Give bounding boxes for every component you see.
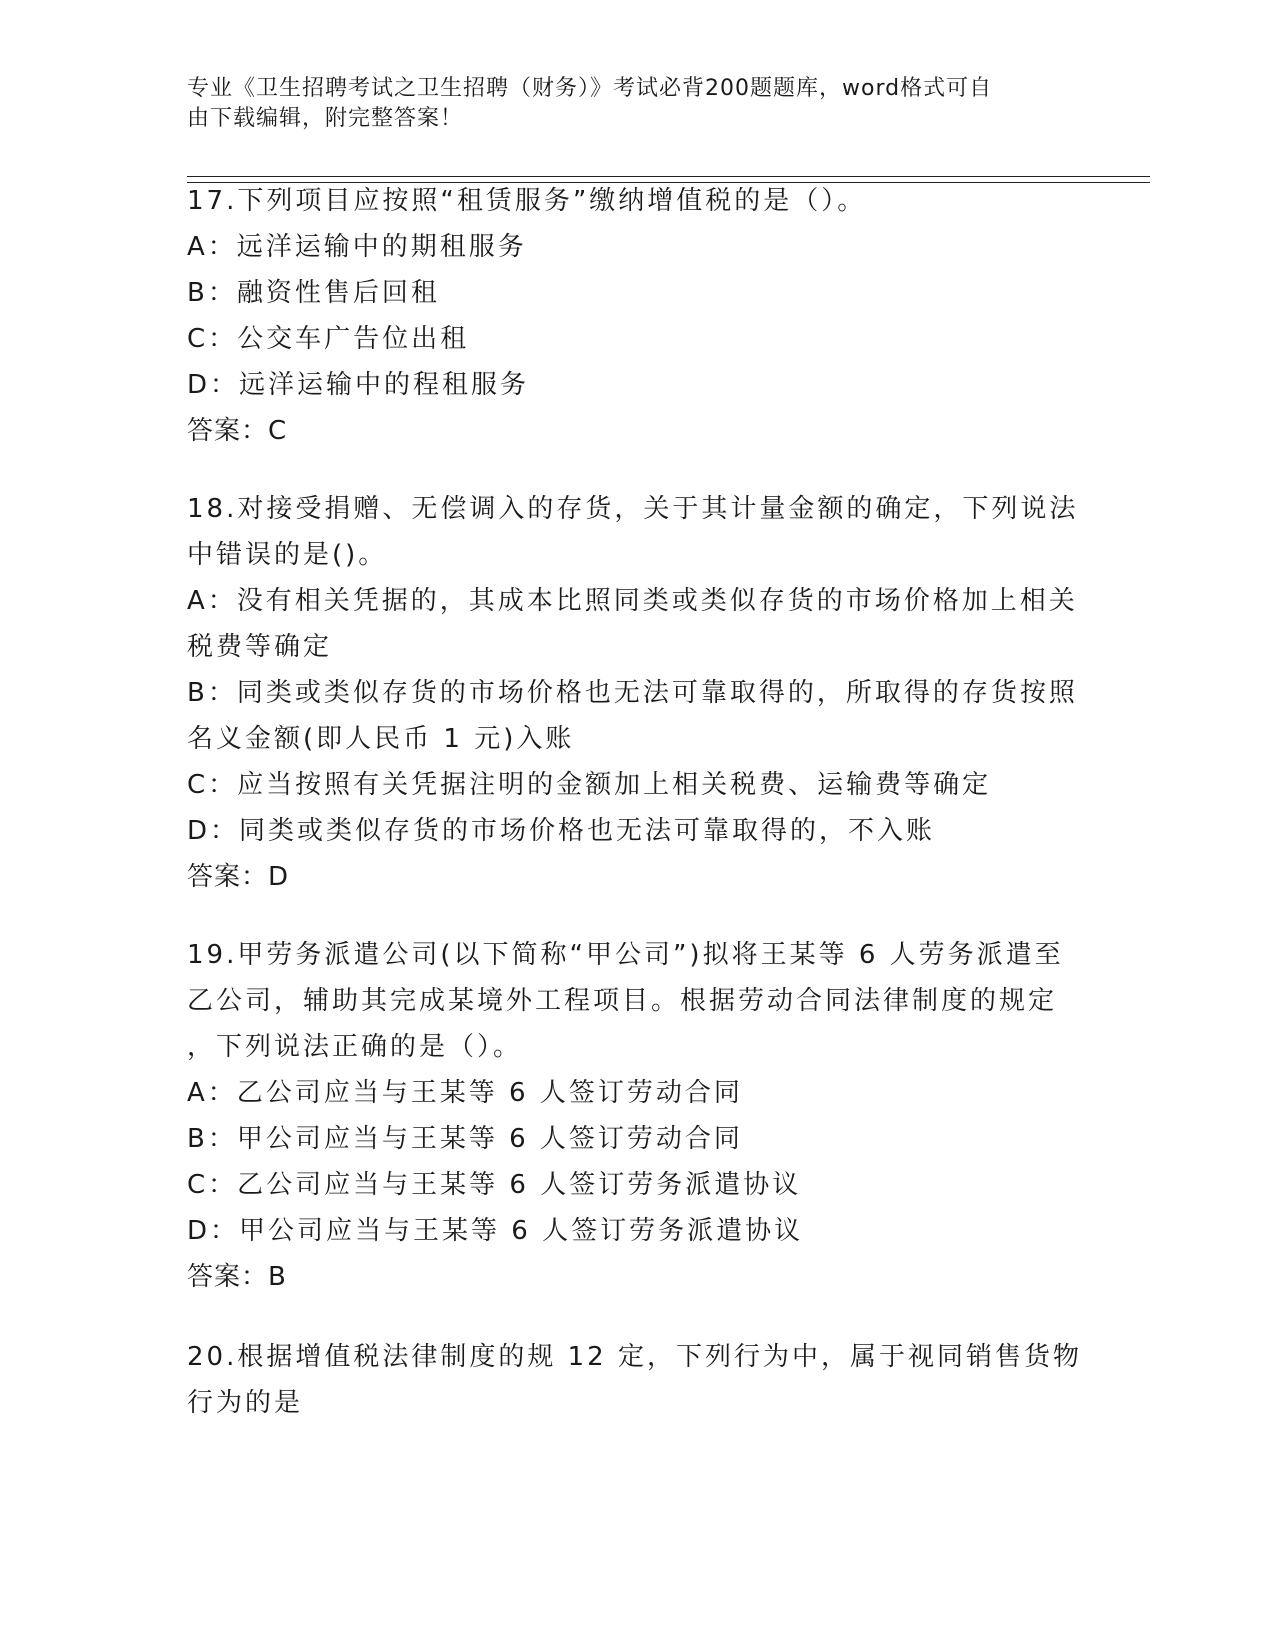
option-a: A：没有相关凭据的，其成本比照同类或类似存货的市场价格加上相关: [187, 586, 1078, 616]
question-stem-continued: 中错误的是()。: [187, 540, 388, 570]
option-d: D：甲公司应当与王某等 6 人签订劳务派遣协议: [187, 1216, 804, 1246]
option-a-continued: 税费等确定: [187, 632, 333, 662]
question-stem-continued: 行为的是: [187, 1388, 304, 1418]
answer-line: 答案：B: [187, 1262, 287, 1292]
option-c: C：公交车广告位出租: [187, 324, 470, 354]
question-18: [187, 486, 1077, 900]
question-stem-continued: 乙公司，辅助其完成某境外工程项目。根据劳动合同法律制度的规定: [187, 986, 1058, 1016]
answer-line: 答案：C: [187, 416, 288, 446]
header-divider-top: [187, 176, 1150, 177]
question-17: [187, 178, 1077, 454]
option-a: A：远洋运输中的期租服务: [187, 232, 527, 262]
question-stem-continued: ，下列说法正确的是（）。: [187, 1032, 523, 1062]
option-a: A：乙公司应当与王某等 6 人签订劳动合同: [187, 1078, 743, 1108]
option-d: D：远洋运输中的程租服务: [187, 370, 530, 400]
option-c: C：乙公司应当与王某等 6 人签订劳务派遣协议: [187, 1170, 802, 1200]
header-line-2: 由下载编辑，附完整答案！: [187, 106, 464, 131]
option-d: D：同类或类似存货的市场价格也无法可靠取得的，不入账: [187, 816, 936, 846]
question-stem: 19.甲劳务派遣公司(以下简称“甲公司”)拟将王某等 6 人劳务派遣至: [187, 940, 1064, 970]
question-stem: 18.对接受捐赠、无偿调入的存货，关于其计量金额的确定，下列说法: [187, 494, 1079, 524]
option-b: B：融资性售后回租: [187, 278, 440, 308]
document-header: [187, 74, 1067, 134]
option-b: B：同类或类似存货的市场价格也无法可靠取得的，所取得的存货按照: [187, 678, 1078, 708]
question-20: [187, 1334, 1082, 1426]
question-stem: 17.下列项目应按照“租赁服务”缴纳增值税的是（）。: [187, 186, 867, 216]
header-line-1: 专业《卫生招聘考试之卫生招聘（财务）》考试必背200题题库，word格式可自: [187, 76, 993, 101]
answer-line: 答案：D: [187, 862, 290, 892]
option-b-continued: 名义金额(即人民币 1 元)入账: [187, 724, 575, 754]
option-c: C：应当按照有关凭据注明的金额加上相关税费、运输费等确定: [187, 770, 992, 800]
question-stem: 20.根据增值税法律制度的规 12 定，下列行为中，属于视同销售货物: [187, 1342, 1082, 1372]
question-19: [187, 932, 1077, 1300]
option-b: B：甲公司应当与王某等 6 人签订劳动合同: [187, 1124, 743, 1154]
